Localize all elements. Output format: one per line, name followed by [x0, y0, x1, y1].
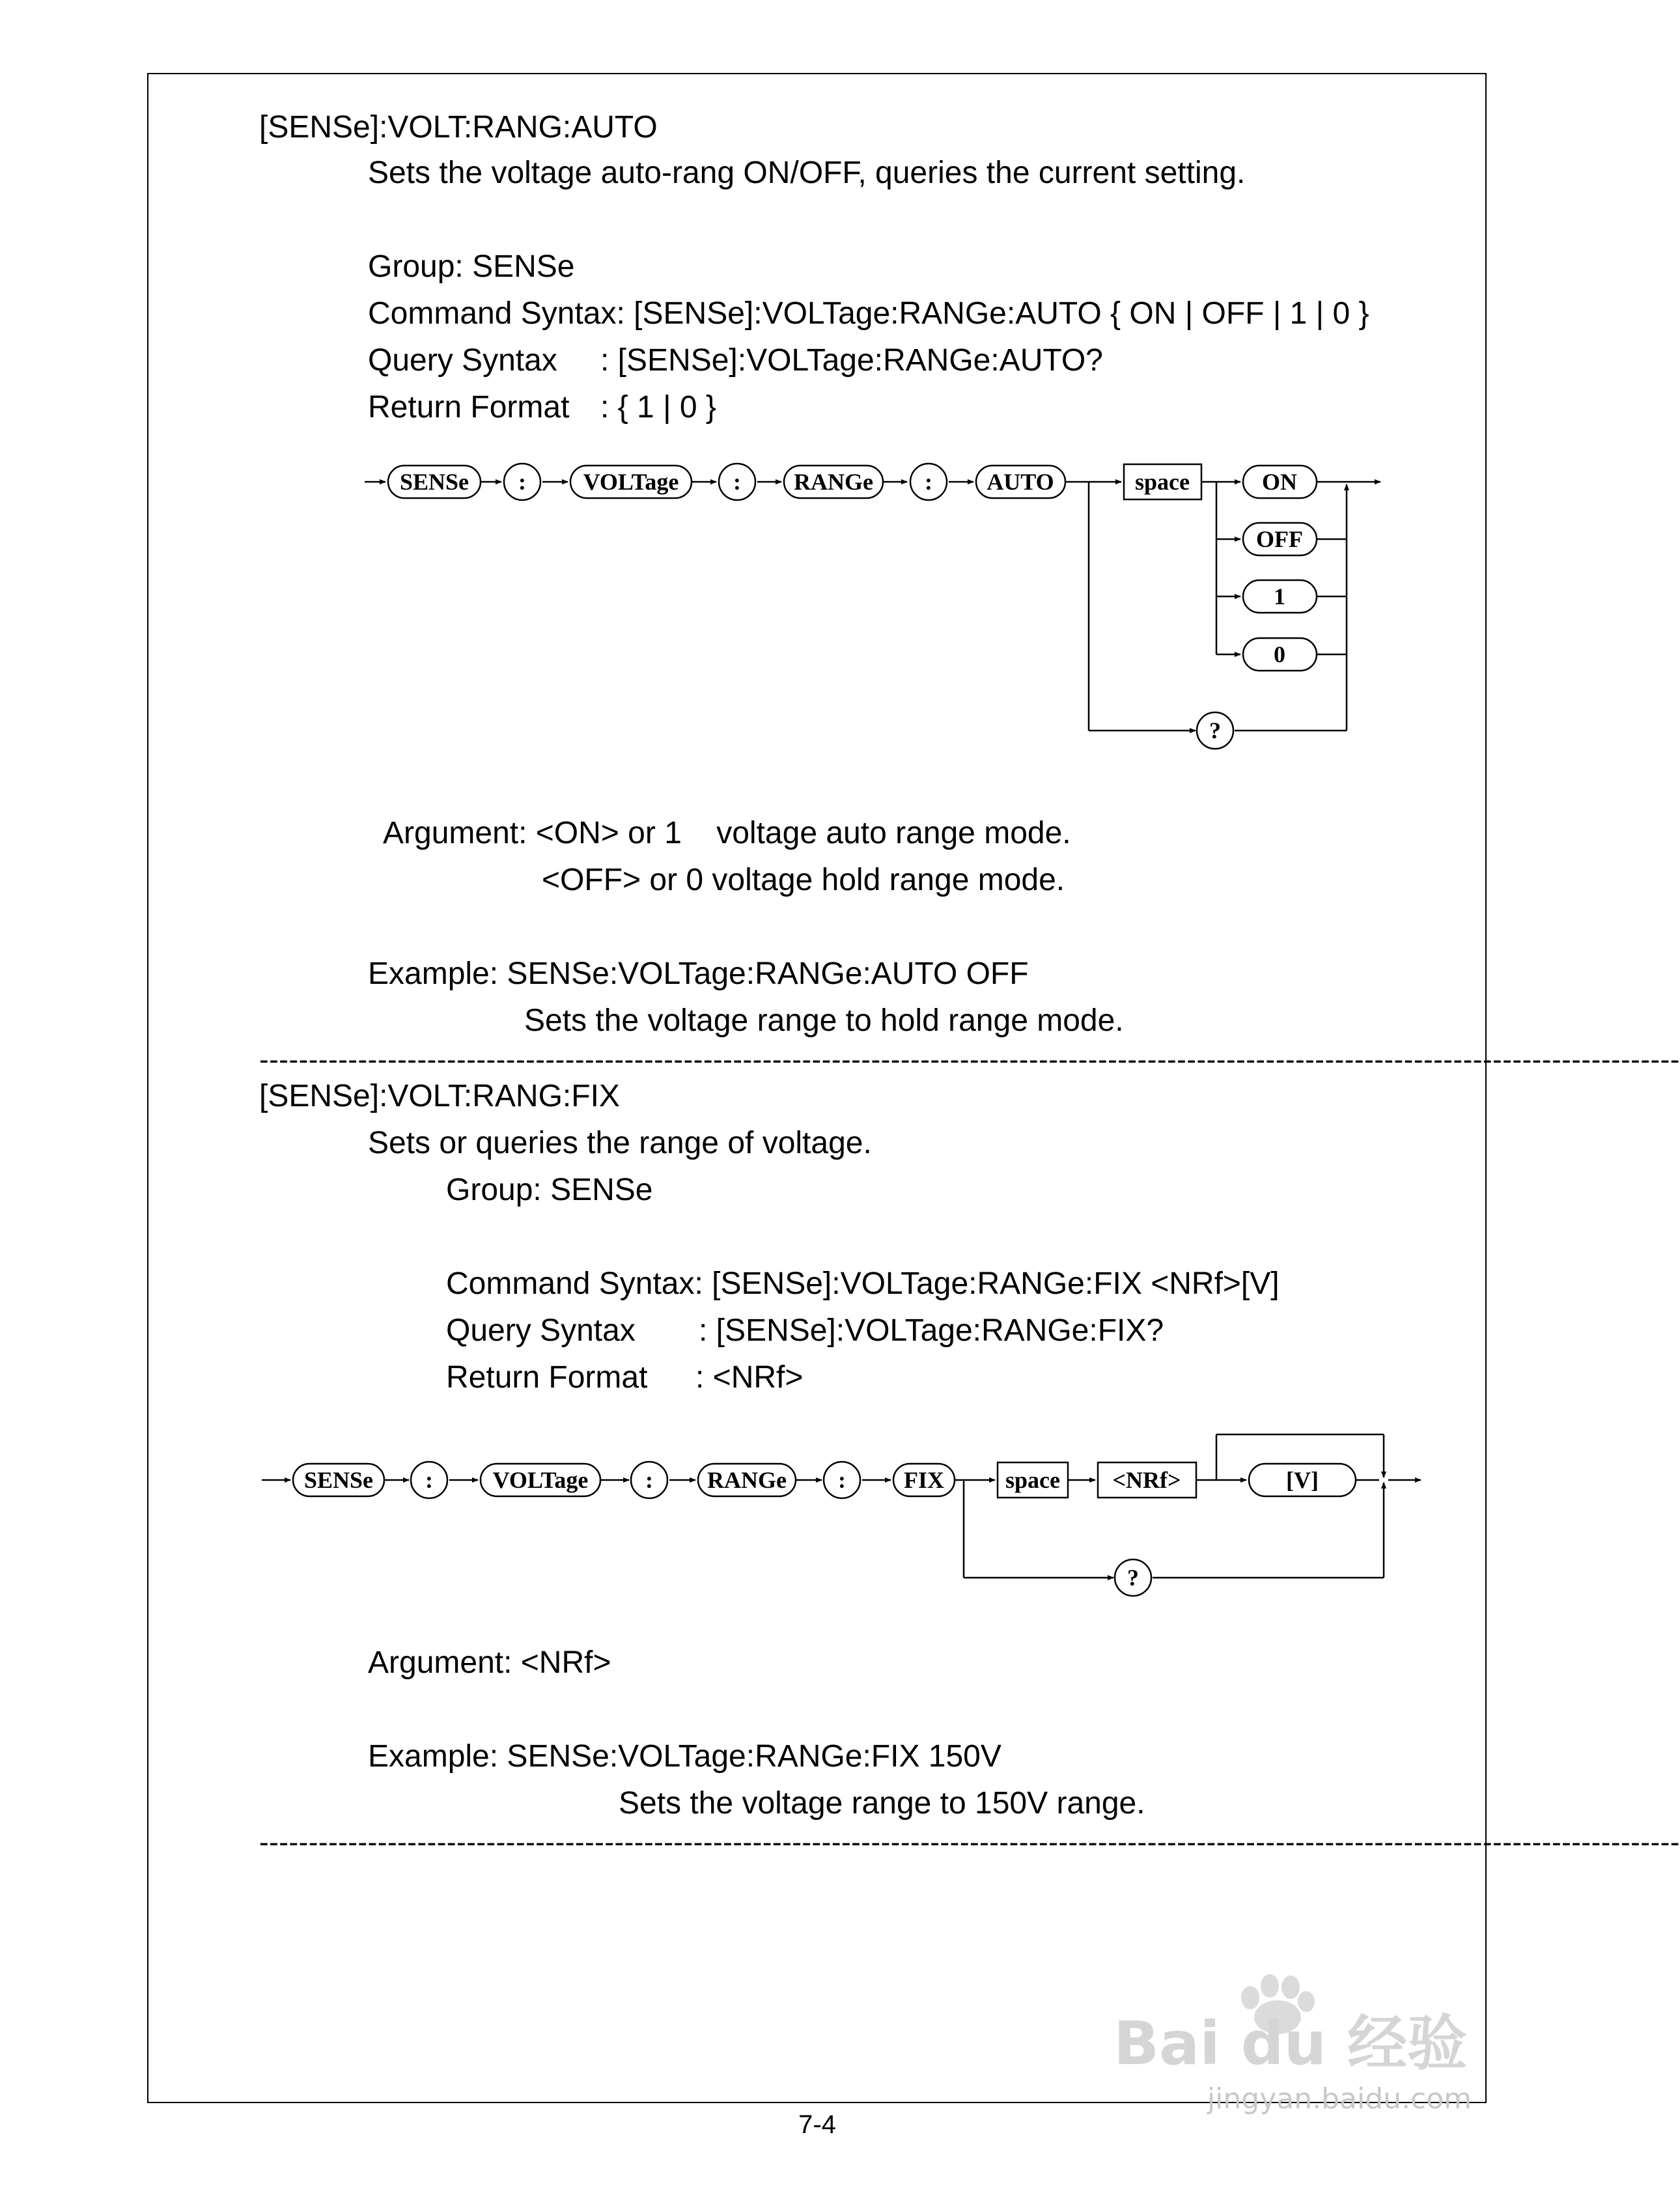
- section2-description: Sets or queries the range of voltage.: [368, 1126, 872, 1160]
- baidu-watermark-logo: [1107, 1966, 1472, 2077]
- section2-example-line1: Example: SENSe:VOLTage:RANGe:FIX 150V: [368, 1739, 1001, 1774]
- section2-query-value: : [SENSe]:VOLTage:RANGe:FIX?: [699, 1313, 1164, 1348]
- baidu-watermark-url: jingyan.baidu.com: [1207, 2082, 1472, 2116]
- diagram1-node-off: OFF: [1256, 526, 1303, 552]
- section1-example-line2: Sets the voltage range to hold range mode.: [524, 1003, 1124, 1038]
- diagram1-node-colon: :: [518, 469, 526, 495]
- diagram1-node-auto: AUTO: [987, 469, 1054, 495]
- separator-line: ------------------------------------------------------------------------------------------------------------------------------------------------: [259, 1826, 1680, 1858]
- diagram2-node-colon: :: [645, 1467, 653, 1493]
- section2-group: Group: SENSe: [446, 1173, 653, 1207]
- diagram1-node-space: space: [1135, 469, 1190, 495]
- section2-heading: [SENSe]:VOLT:RANG:FIX: [259, 1079, 620, 1113]
- diagram2-node-colon: :: [838, 1467, 846, 1493]
- page-number: 7-4: [798, 2110, 836, 2139]
- section1-heading: [SENSe]:VOLT:RANG:AUTO: [259, 110, 658, 145]
- section2-syntax-diagram: [254, 1419, 1433, 1615]
- diagram1-node-zero: 0: [1274, 641, 1285, 667]
- diagram2-node-nrf: <NRf>: [1112, 1467, 1181, 1493]
- section1-example-line1: Example: SENSe:VOLTage:RANGe:AUTO OFF: [368, 957, 1029, 991]
- section1-query-label: Query Syntax: [368, 343, 557, 378]
- diagram1-node-range: RANGe: [794, 469, 873, 495]
- diagram2-node-voltage: VOLTage: [492, 1467, 589, 1493]
- section2-query-label: Query Syntax: [446, 1313, 636, 1348]
- diagram2-node-query: ?: [1127, 1565, 1139, 1591]
- diagram2-node-range: RANGe: [707, 1467, 787, 1493]
- section1-return-value: : { 1 | 0 }: [600, 390, 716, 425]
- section2-command-syntax: Command Syntax: [SENSe]:VOLTage:RANGe:FIX <NRf>[V]: [446, 1266, 1280, 1301]
- diagram1-node-on: ON: [1262, 469, 1297, 495]
- diagram1-node-sense: SENSe: [399, 469, 469, 495]
- section1-group: Group: SENSe: [368, 249, 575, 284]
- diagram2-node-fix: FIX: [904, 1467, 944, 1493]
- section1-command-syntax: Command Syntax: [SENSe]:VOLTage:RANGe:AUTO { ON | OFF | 1 | 0 }: [368, 296, 1369, 331]
- diagram2-node-volt-unit: [V]: [1286, 1467, 1319, 1493]
- diagram1-node-colon: :: [733, 469, 741, 495]
- section2-return-value: : <NRf>: [695, 1360, 804, 1395]
- section1-query-value: : [SENSe]:VOLTage:RANGe:AUTO?: [600, 343, 1103, 378]
- section2-argument: Argument: <NRf>: [368, 1645, 611, 1680]
- watermark-logo-text: Bai du 经验: [1113, 2009, 1468, 2078]
- section1-description: Sets the voltage auto-rang ON/OFF, queries the current setting.: [368, 156, 1246, 190]
- section2-example-line2: Sets the voltage range to 150V range.: [619, 1786, 1145, 1821]
- section1-return-label: Return Format: [368, 390, 570, 425]
- diagram2-node-space: space: [1005, 1467, 1060, 1493]
- diagram1-node-colon: :: [925, 469, 932, 495]
- diagram1-node-voltage: VOLTage: [583, 469, 679, 495]
- diagram2-node-colon: :: [425, 1467, 433, 1493]
- diagram1-node-query: ?: [1209, 718, 1221, 744]
- separator-line: ------------------------------------------------------------------------------------------------------------------------------------------------: [259, 1044, 1680, 1076]
- diagram1-node-one: 1: [1274, 583, 1285, 609]
- diagram2-node-sense: SENSe: [303, 1467, 374, 1493]
- section2-return-label: Return Format: [446, 1360, 648, 1395]
- section1-argument-line2: <OFF> or 0 voltage hold range mode.: [542, 863, 1065, 897]
- section1-syntax-diagram: [352, 449, 1407, 762]
- section1-argument-line1: Argument: <ON> or 1 voltage auto range mode.: [383, 816, 1071, 850]
